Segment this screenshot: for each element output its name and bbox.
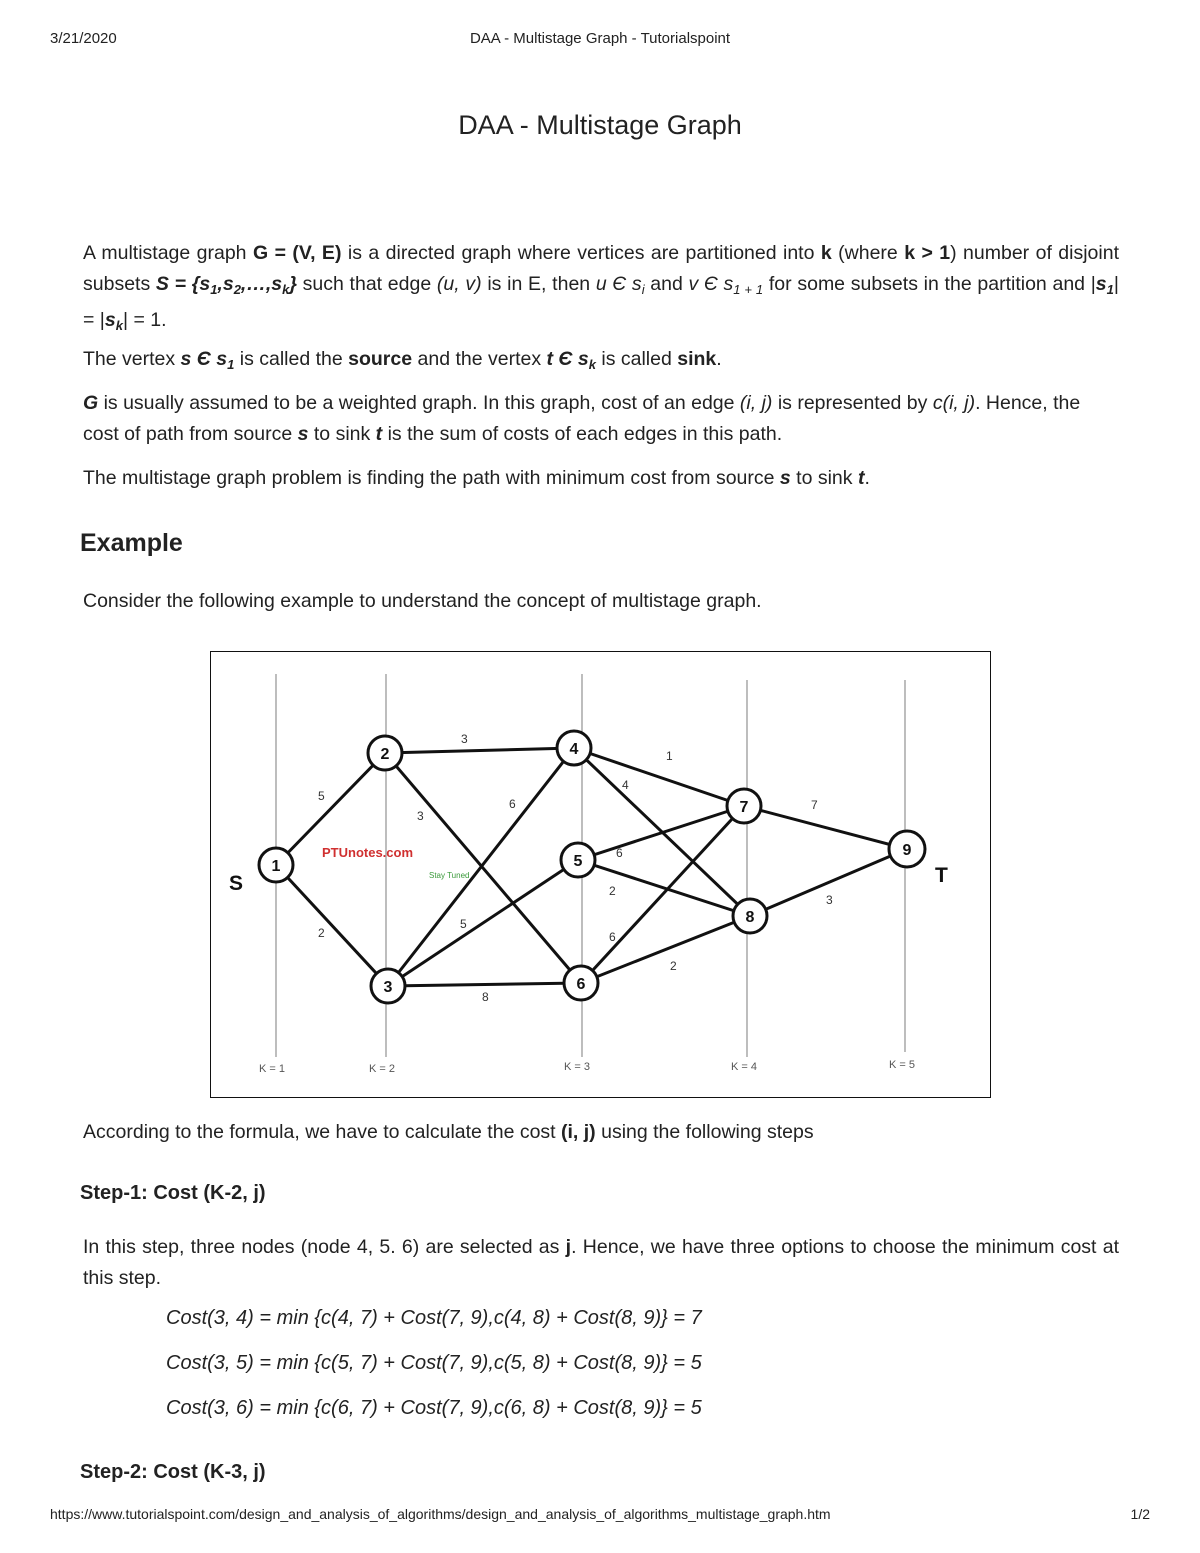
weight-1-2: 5 — [318, 789, 325, 803]
node-5 — [561, 843, 595, 877]
stage-label-3: K = 3 — [564, 1061, 590, 1073]
example-heading: Example — [80, 529, 183, 557]
weight-3-4: 6 — [509, 797, 516, 811]
stage-label-2: K = 2 — [369, 1063, 395, 1075]
edge-3-5 — [388, 860, 578, 986]
weight-2-6: 3 — [417, 809, 424, 823]
print-page-title: DAA - Multistage Graph - Tutorialspoint — [469, 30, 731, 47]
node-7 — [727, 789, 761, 823]
step-1-paragraph: In this step, three nodes (node 4, 5. 6) are selected as j. Hence, we have three options to choose the minimum cost at this step. — [83, 1236, 1119, 1289]
formula-cost-3-4: Cost(3, 4) = min {c(4, 7) + Cost(7, 9),c(4, 8) + Cost(8, 9)} = 7 — [166, 1307, 702, 1329]
formula-intro: According to the formula, we have to calculate the cost (i, j) using the following steps — [83, 1121, 814, 1143]
stage-label-4: K = 4 — [731, 1061, 757, 1073]
edge-4-7 — [574, 748, 744, 806]
weight-4-7: 1 — [666, 749, 673, 763]
svg-text:8: 8 — [745, 909, 755, 926]
step-2-heading: Step-2: Cost (K-3, j) — [80, 1461, 266, 1483]
weight-5-7: 6 — [616, 846, 623, 860]
weight-5-8: 2 — [609, 884, 616, 898]
weight-3-6: 8 — [482, 990, 489, 1004]
svg-text:7: 7 — [739, 799, 749, 816]
node-8 — [733, 899, 767, 933]
example-intro: Consider the following example to understand the concept of multistage graph. — [83, 590, 762, 612]
svg-text:9: 9 — [902, 842, 912, 859]
svg-text:5: 5 — [573, 853, 583, 870]
edge-5-8 — [578, 860, 750, 916]
weight-1-3: 2 — [318, 926, 325, 940]
multistage-graph-figure — [210, 651, 991, 1098]
print-date: 3/21/2020 — [50, 30, 117, 47]
stage-label-1: K = 1 — [259, 1063, 285, 1075]
weight-8-9: 3 — [826, 893, 833, 907]
node-3 — [371, 969, 405, 1003]
weighted-graph-paragraph: G is usually assumed to be a weighted graph. In this graph, cost of an edge (i, j) is represented by c(i, j). Hence, the cost of path from source s to sink t is the sum of costs of each edges in this path. — [83, 392, 1081, 445]
step-1-heading: Step-1: Cost (K-2, j) — [80, 1182, 266, 1204]
graph-svg — [211, 652, 989, 1096]
weight-6-7: 6 — [609, 930, 616, 944]
node-1 — [259, 848, 293, 882]
page-title: DAA - Multistage Graph — [458, 110, 742, 140]
print-page-number: 1/2 — [1130, 1506, 1150, 1522]
edge-7-9 — [744, 806, 907, 849]
svg-text:3: 3 — [383, 979, 393, 996]
source-label: S — [229, 872, 244, 895]
svg-text:4: 4 — [569, 741, 579, 758]
node-6 — [564, 966, 598, 1000]
edge-1-3 — [276, 865, 388, 986]
watermark-tagline: Stay Tuned — [429, 871, 470, 880]
node-9 — [889, 831, 925, 867]
weight-4-8: 4 — [622, 778, 629, 792]
svg-text:2: 2 — [380, 746, 390, 763]
formula-cost-3-6: Cost(3, 6) = min {c(6, 7) + Cost(7, 9),c(6, 8) + Cost(8, 9)} = 5 — [166, 1397, 702, 1419]
edge-2-6 — [385, 753, 581, 983]
formula-cost-3-5: Cost(3, 5) = min {c(5, 7) + Cost(7, 9),c(5, 8) + Cost(8, 9)} = 5 — [166, 1352, 702, 1374]
stage-label-5: K = 5 — [889, 1059, 915, 1071]
node-4 — [557, 731, 591, 765]
print-url: https://www.tutorialspoint.com/design_and_analysis_of_algorithms/design_and_analysis_of_algorithms_multistage_graph.htm — [50, 1506, 831, 1522]
edge-6-8 — [581, 916, 750, 983]
edge-2-4 — [385, 748, 574, 753]
edge-3-4 — [388, 748, 574, 986]
sink-label: T — [935, 864, 948, 887]
problem-paragraph: The multistage graph problem is finding the path with minimum cost from source s to sink t. — [83, 467, 870, 489]
source-sink-paragraph: The vertex s Є $s_1$ is called the source and the vertex t Є $s_k$ is called sink. — [83, 348, 722, 372]
weight-2-4: 3 — [461, 732, 468, 746]
definition-paragraph: A multistage graph G = (V, E) is a directed graph where vertices are partitioned into k (where k > 1) number of disjoint subsets $S = \{s_1,s_2,\dots,s_k\}$ such that edge (u, v) is in E, then u Є $s_i$ and v Є $s_{1 + 1}$ for some subsets in the partition and $|s_1| = |s_k| = 1$. — [83, 242, 1119, 333]
weight-6-8: 2 — [670, 959, 677, 973]
svg-text:1: 1 — [271, 858, 281, 875]
weight-7-9: 7 — [811, 798, 818, 812]
node-2 — [368, 736, 402, 770]
watermark-logo: PTUnotes.com — [322, 845, 414, 860]
svg-text:6: 6 — [576, 976, 586, 993]
edge-3-6 — [388, 983, 581, 986]
weight-3-5: 5 — [460, 917, 467, 931]
